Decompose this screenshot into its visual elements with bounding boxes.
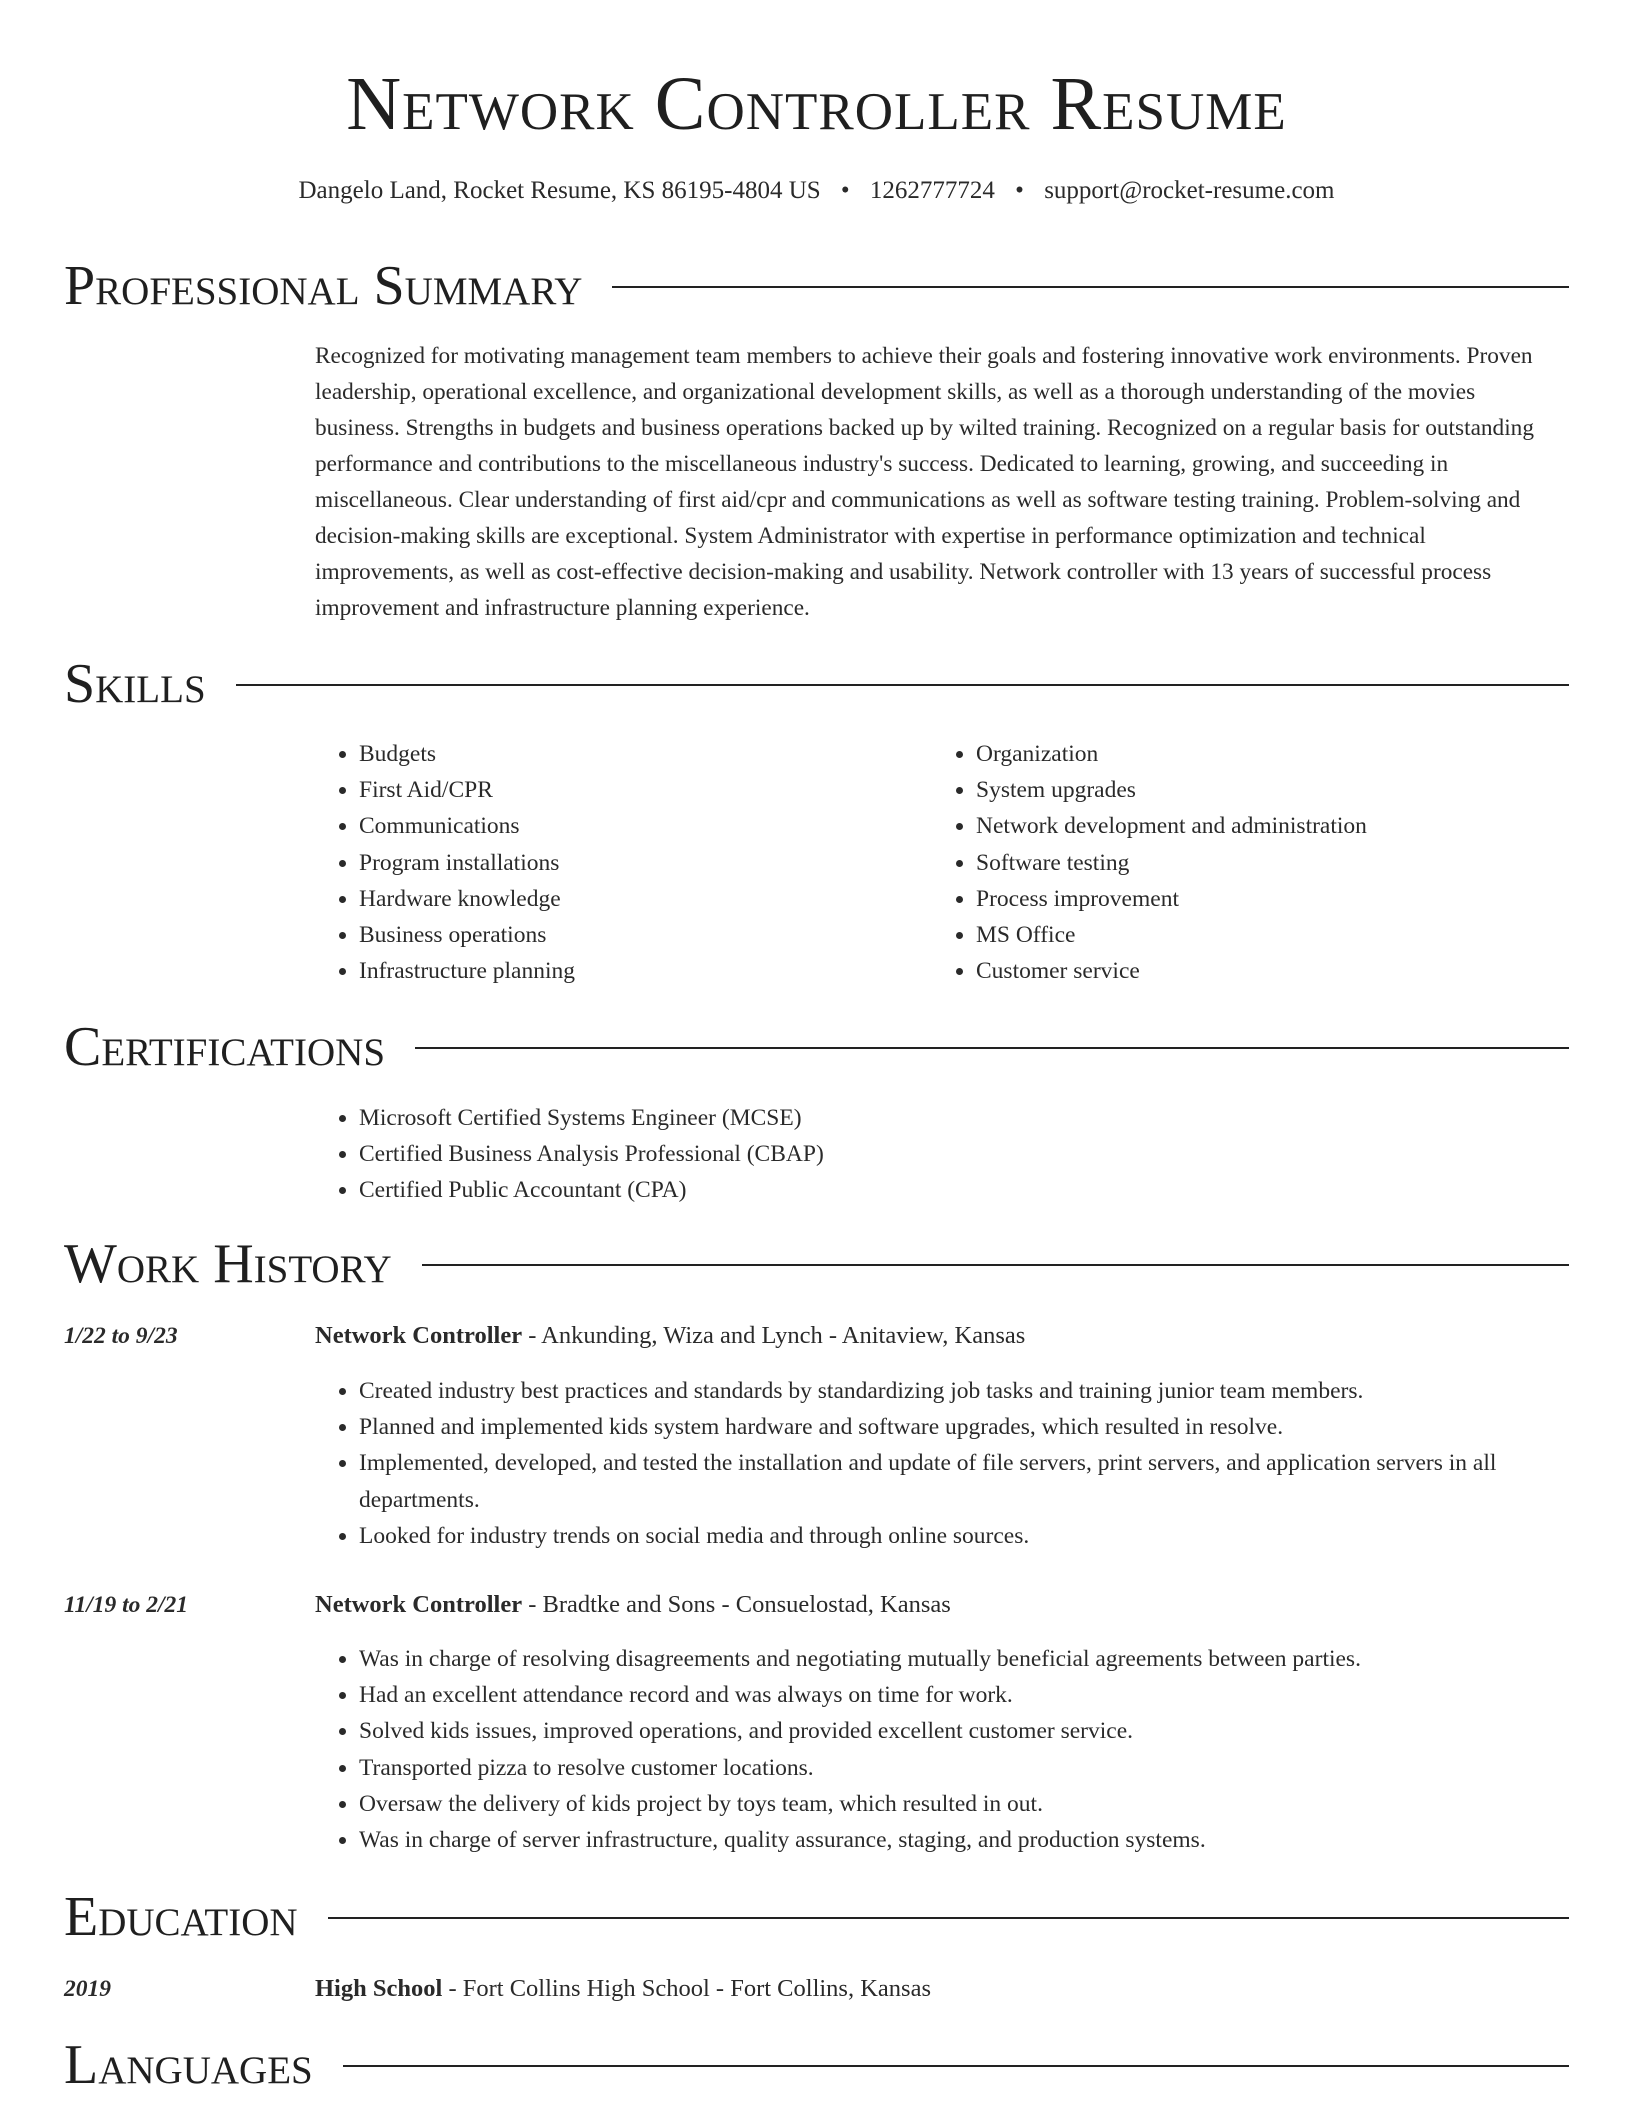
certifications-section-heading xyxy=(64,1015,1569,1079)
work-history-heading: Work History xyxy=(64,1233,392,1295)
contact-phone: 1262777724 xyxy=(869,177,995,204)
job-bullet: • Solved kids issues, improved operations, and provided excellent customer service. xyxy=(359,1713,1565,1749)
education-year: 2019 xyxy=(64,1976,111,2002)
job-dates: 1/22 to 9/23 xyxy=(64,1323,178,1349)
skill-item: • MS Office xyxy=(976,917,1552,953)
job-employer: - Bradtke and Sons - Consuelostad, Kansas xyxy=(522,1591,951,1618)
languages-section-heading xyxy=(64,2033,1569,2097)
job-title: Network Controller xyxy=(315,1591,523,1618)
certifications-heading: Certifications xyxy=(64,1016,386,1078)
skill-item: • Organization xyxy=(976,736,1552,772)
skill-item: • Business operations xyxy=(359,917,875,953)
skill-item: • Infrastructure planning xyxy=(359,953,875,989)
certification-item: • Certified Business Analysis Professional (CBAP) xyxy=(359,1136,1555,1172)
education-entry xyxy=(315,1971,1565,2007)
section-divider xyxy=(612,286,1569,288)
job-heading xyxy=(315,1587,1565,1623)
job-bullet: • Oversaw the delivery of kids project by toys team, which resulted in out. xyxy=(359,1786,1565,1822)
skill-item: • Customer service xyxy=(976,953,1552,989)
resume-title: Network Controller Resume xyxy=(346,62,1287,146)
skill-item: • Hardware knowledge xyxy=(359,881,875,917)
job-bullet: • Was in charge of server infrastructure, quality assurance, staging, and production systems. xyxy=(359,1822,1565,1858)
skills-heading: Skills xyxy=(64,653,206,715)
job-bullet-list xyxy=(315,1373,1565,1554)
job-employer: - Ankunding, Wiza and Lynch - Anitaview, Kansas xyxy=(522,1322,1026,1349)
job-bullet: • Implemented, developed, and tested the installation and update of file servers, print servers, and application servers in all departments. xyxy=(359,1445,1565,1517)
skill-item: • Network development and administration xyxy=(976,808,1552,844)
contact-separator: • xyxy=(1015,177,1024,204)
contact-line xyxy=(64,174,1569,208)
certification-item: • Microsoft Certified Systems Engineer (MCSE) xyxy=(359,1100,1555,1136)
skill-item: • First Aid/CPR xyxy=(359,772,875,808)
job-bullet: • Created industry best practices and standards by standardizing job tasks and training junior team members. xyxy=(359,1373,1565,1409)
certification-item: • Certified Public Accountant (CPA) xyxy=(359,1172,1555,1208)
job-bullet: • Had an excellent attendance record and was always on time for work. xyxy=(359,1677,1565,1713)
contact-separator: • xyxy=(840,177,850,204)
summary-text: Recognized for motivating management team members to achieve their goals and fostering innovative work environments. Proven leadership, operational excellence, and organizational development skills, as well as a thorough understanding of the movies business. Strengths in budgets and business operations backed up by wilted training. Recognized on a regular basis for outstanding performance and contributions to the miscellaneous industry's success. Dedicated to learning, growing, and succeeding in miscellaneous. Clear understanding of first aid/cpr and communications as well as software testing training. Problem-solving and decision-making skills are exceptional. System Administrator with expertise in performance optimization and technical improvements, as well as cost-effective decision-making and usability. Network controller with 13 years of successful process improvement and infrastructure planning experience. xyxy=(315,343,1534,621)
job-bullet: • Was in charge of resolving disagreements and negotiating mutually beneficial agreements between parties. xyxy=(359,1641,1565,1677)
skill-item: • Budgets xyxy=(359,736,875,772)
skill-item: • System upgrades xyxy=(976,772,1552,808)
section-divider xyxy=(328,1917,1569,1919)
job-heading xyxy=(315,1318,1565,1354)
skills-section-heading xyxy=(64,652,1569,716)
section-divider xyxy=(343,2065,1569,2067)
skill-item: • Process improvement xyxy=(976,881,1552,917)
contact-address: Dangelo Land, Rocket Resume, KS 86195-4804 US xyxy=(298,177,821,204)
education-school: - Fort Collins High School - Fort Collins, Kansas xyxy=(442,1975,931,2002)
education-heading: Education xyxy=(64,1886,298,1948)
work-history-section-heading xyxy=(64,1232,1569,1296)
skills-list-right xyxy=(932,736,1552,989)
job-bullet: • Transported pizza to resolve customer locations. xyxy=(359,1750,1565,1786)
certifications-list xyxy=(315,1100,1555,1209)
job-title: Network Controller xyxy=(315,1322,523,1349)
job-bullet: • Looked for industry trends on social media and through online sources. xyxy=(359,1518,1565,1554)
education-degree: High School xyxy=(315,1975,443,2002)
summary-heading: Professional Summary xyxy=(64,255,583,317)
skills-list-left xyxy=(315,736,875,989)
languages-heading: Languages xyxy=(64,2034,313,2096)
job-bullet-list xyxy=(315,1641,1565,1858)
summary-section-heading xyxy=(64,254,1569,318)
section-divider xyxy=(422,1264,1569,1266)
skill-item: • Software testing xyxy=(976,845,1552,881)
section-divider xyxy=(415,1047,1569,1049)
job-bullet: • Planned and implemented kids system hardware and software upgrades, which resulted in resolve. xyxy=(359,1409,1565,1445)
skill-item: • Communications xyxy=(359,808,875,844)
skill-item: • Program installations xyxy=(359,845,875,881)
contact-email: support@rocket-resume.com xyxy=(1044,177,1335,204)
job-dates: 11/19 to 2/21 xyxy=(64,1592,189,1618)
education-section-heading xyxy=(64,1885,1569,1949)
section-divider xyxy=(236,684,1569,686)
